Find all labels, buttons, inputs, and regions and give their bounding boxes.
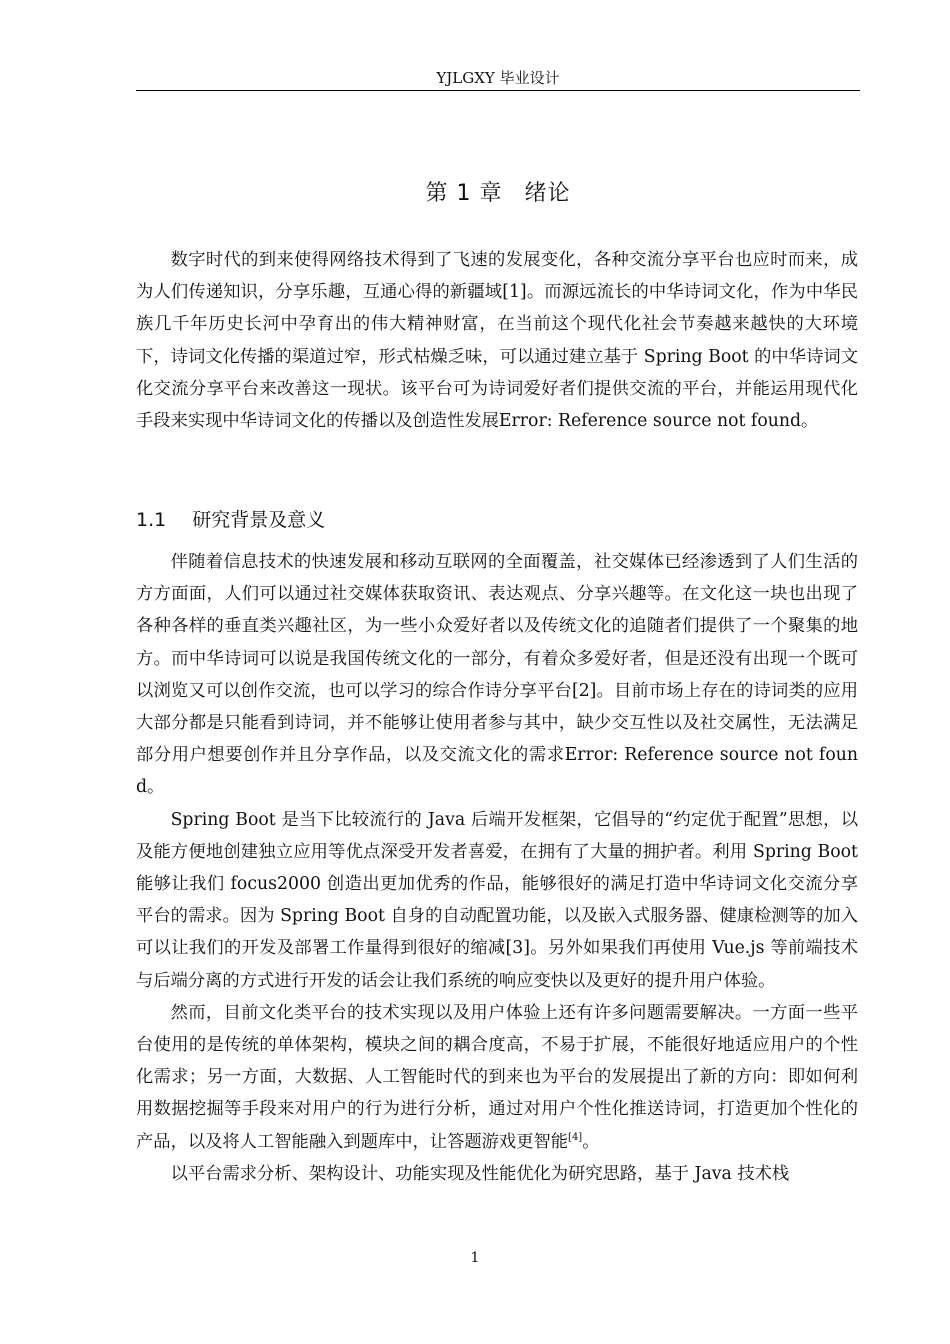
page-header — [136, 66, 860, 91]
section-paragraph-3 — [136, 997, 858, 1158]
section-title-text: 研究背景及意义 — [192, 509, 326, 531]
section-paragraph-1: 伴随着信息技术的快速发展和移动互联网的全面覆盖，社交媒体已经渗透到了人们生活的方方面面，人们可以通过社交媒体获取资讯、表达观点、分享兴趣等。在文化这一块也出现了各种各样的垂直类兴趣社区，为一些小众爱好者以及传统文化的追随者们提供了一个聚集的地方。而中华诗词可以说是我国传统文化的一部分，有着众多爱好者，但是还没有出现一个既可以浏览又可以创作交流，也可以学习的综合作诗分享平台[2]。目前市场上存在的诗词类的应用大部分都是只能看到诗词，并不能够让使用者参与其中，缺少交互性以及社交属性，无法满足部分用户想要创作并且分享作品，以及交流文化的需求Error: Reference source not found。 — [136, 552, 858, 798]
chapter-name: 绪论 — [524, 181, 571, 206]
section-heading — [136, 504, 860, 536]
paragraph-3-end: 。 — [582, 1131, 600, 1152]
paragraph-3-text: 然而，目前文化类平台的技术实现以及用户体验上还有许多问题需要解决。一方面一些平台使用的是传统的单体架构，模块之间的耦合度高，不易于扩展，不能很好地适应用户的个性化需求；另一方面，大数据、人工智能时代的到来也为平台的发展提出了新的方向：即如何利用数据挖掘等手段来对用户的行为进行分析，通过对用户个性化推送诗词，打造更加个性化的产品，以及将人工智能融入到题库中，让答题游戏更智能 — [136, 1002, 858, 1152]
section-number: 1.1 — [136, 509, 167, 531]
intro-text-block — [136, 244, 858, 437]
intro-paragraph: 数字时代的到来使得网络技术得到了飞速的发展变化，各种交流分享平台也应时而来，成为人们传递知识，分享乐趣，互通心得的新疆域[1]。而源远流长的中华诗词文化，作为中华民族几千年历史长河中孕育出的伟大精神财富，在当前这个现代化社会节奏越来越快的大环境下，诗词文化传播的渠道过窄，形式枯燥乏味，可以通过建立基于 Spring Boot 的中华诗词文化交流分享平台来改善这一现状。该平台可为诗词爱好者们提供交流的平台，并能运用现代化手段来实现中华诗词文化的传播以及创造性发展Error: Reference source not found。 — [136, 250, 858, 432]
header-text: YJLGXY 毕业设计 — [436, 69, 560, 87]
section-paragraph-4: 以平台需求分析、架构设计、功能实现及性能优化为研究思路，基于 Java 技术栈 — [170, 1163, 790, 1184]
section-paragraph-2: Spring Boot 是当下比较流行的 Java 后端开发框架，它倡导的“约定优于配置”思想，以及能方便地创建独立应用等优点深受开发者喜爱，在拥有了大量的拥护者。利用 Spring Boot 能够让我们 focus2000 创造出更加优秀的作品，能够很好的满足打造中华诗词文化交流分享平台的需求。因为 Spring Boot 自身的自动配置功能，以及嵌入式服务器、健康检测等的加入可以让我们的开发及部署工作量得到很好的缩减[3]。另外如果我们再使用 Vue.js 等前端技术与后端分离的方式进行开发的话会让我们系统的响应变快以及更好的提升用户体验。 — [136, 809, 858, 991]
citation-4: [4] — [568, 1131, 583, 1143]
chapter-title — [136, 178, 860, 210]
page-number: 1 — [470, 1250, 480, 1266]
section-text-block — [136, 546, 858, 1190]
chapter-number: 第 1 章 — [425, 181, 503, 206]
